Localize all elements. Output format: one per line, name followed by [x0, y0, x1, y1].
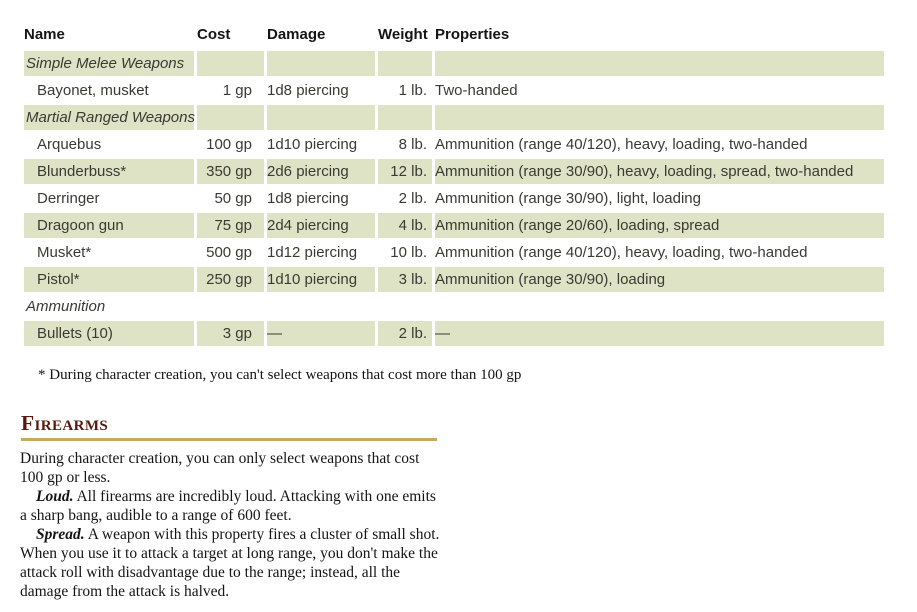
damage-cell: 1d8 piercing	[267, 190, 349, 207]
properties-cell: Ammunition (range 20/60), loading, spread	[435, 213, 884, 238]
paragraph-lead: Spread.	[36, 526, 85, 543]
empty-cell	[378, 294, 432, 319]
weapon-name-cell: Dragoon gun	[24, 213, 194, 238]
weapon-name-cell: Blunderbuss*	[24, 159, 194, 184]
column-header-damage: Damage	[267, 26, 326, 43]
properties-cell: Ammunition (range 30/90), light, loading	[435, 190, 701, 207]
empty-cell	[435, 294, 884, 319]
cost-restriction-footnote: * During character creation, you can't select weapons that cost more than 100 gp	[38, 367, 522, 383]
empty-cell	[378, 51, 432, 76]
weapon-name-cell: Arquebus	[37, 136, 102, 153]
cost-cell: 75 gp	[197, 213, 264, 238]
weight-cell: 10 lb.	[390, 244, 427, 261]
paragraph-text: A weapon with this property fires a cluster of small shot. When you use it to attack a target at long range, you don't make the attack roll with disadvantage due to the range; instead, all the damage from the attack is halved.	[20, 526, 440, 600]
damage-cell: —	[267, 321, 375, 346]
table-section-row	[24, 105, 884, 130]
weight-cell: 12 lb.	[378, 159, 432, 184]
weapon-name-cell: Bullets (10)	[24, 321, 194, 346]
cost-cell: 3 gp	[197, 321, 264, 346]
properties-cell: Ammunition (range 40/120), heavy, loading, two-handed	[435, 136, 808, 153]
cost-cell: 350 gp	[197, 159, 264, 184]
firearms-description	[20, 449, 446, 601]
column-header-cost: Cost	[197, 26, 231, 43]
weight-cell: 4 lb.	[378, 213, 432, 238]
empty-cell	[197, 294, 264, 319]
table-section-row	[24, 51, 884, 76]
column-header-properties: Properties	[435, 26, 510, 43]
cost-cell: 100 gp	[206, 136, 252, 153]
empty-cell	[435, 51, 884, 76]
weight-cell: 3 lb.	[378, 267, 432, 292]
paragraph-spread	[20, 525, 446, 601]
table-row	[24, 321, 884, 346]
column-header-weight: Weight	[378, 26, 428, 43]
table-section-row	[24, 294, 884, 319]
empty-cell	[267, 105, 375, 130]
paragraph-loud	[20, 487, 446, 525]
weight-cell: 2 lb.	[378, 321, 432, 346]
weapon-name-cell: Derringer	[37, 190, 100, 207]
paragraph-text: During character creation, you can only select weapons that cost 100 gp or less.	[20, 450, 420, 486]
properties-cell: Ammunition (range 40/120), heavy, loading, two-handed	[435, 244, 808, 261]
properties-cell: Two-handed	[435, 82, 518, 99]
weapon-name-cell: Bayonet, musket	[37, 82, 149, 99]
table-row	[24, 78, 884, 103]
empty-cell	[267, 294, 375, 319]
table-row	[24, 159, 884, 184]
table-row	[24, 267, 884, 292]
paragraph-text: All firearms are incredibly loud. Attacking with one emits a sharp bang, audible to a range of 600 feet.	[20, 488, 436, 524]
cost-cell: 50 gp	[214, 190, 252, 207]
section-label: Ammunition	[26, 298, 106, 315]
damage-cell: 1d8 piercing	[267, 82, 349, 99]
empty-cell	[197, 105, 264, 130]
weight-cell: 1 lb.	[398, 82, 427, 99]
weapon-name-cell: Musket*	[37, 244, 92, 261]
table-row	[24, 213, 884, 238]
weapon-name-cell: Pistol*	[24, 267, 194, 292]
damage-cell: 1d12 piercing	[267, 244, 358, 261]
firearms-heading: Firearms	[21, 411, 437, 441]
damage-cell: 1d10 piercing	[267, 267, 375, 292]
weapons-table	[21, 20, 887, 348]
paragraph-intro	[20, 449, 446, 487]
table-row	[24, 132, 884, 157]
empty-cell	[197, 51, 264, 76]
damage-cell: 2d6 piercing	[267, 159, 375, 184]
weight-cell: 8 lb.	[398, 136, 427, 153]
column-header-name: Name	[24, 26, 65, 43]
section-label: Martial Ranged Weapons	[24, 105, 194, 130]
table-row	[24, 186, 884, 211]
empty-cell	[435, 105, 884, 130]
weight-cell: 2 lb.	[398, 190, 427, 207]
cost-cell: 500 gp	[206, 244, 252, 261]
paragraph-lead: Loud.	[36, 488, 74, 505]
properties-cell: —	[435, 321, 884, 346]
empty-cell	[378, 105, 432, 130]
cost-cell: 250 gp	[197, 267, 264, 292]
table-row	[24, 240, 884, 265]
damage-cell: 1d10 piercing	[267, 136, 358, 153]
table-header-row	[24, 22, 884, 49]
damage-cell: 2d4 piercing	[267, 213, 375, 238]
cost-cell: 1 gp	[222, 82, 252, 99]
empty-cell	[267, 51, 375, 76]
properties-cell: Ammunition (range 30/90), loading	[435, 267, 884, 292]
properties-cell: Ammunition (range 30/90), heavy, loading, spread, two-handed	[435, 159, 884, 184]
section-label: Simple Melee Weapons	[24, 51, 194, 76]
